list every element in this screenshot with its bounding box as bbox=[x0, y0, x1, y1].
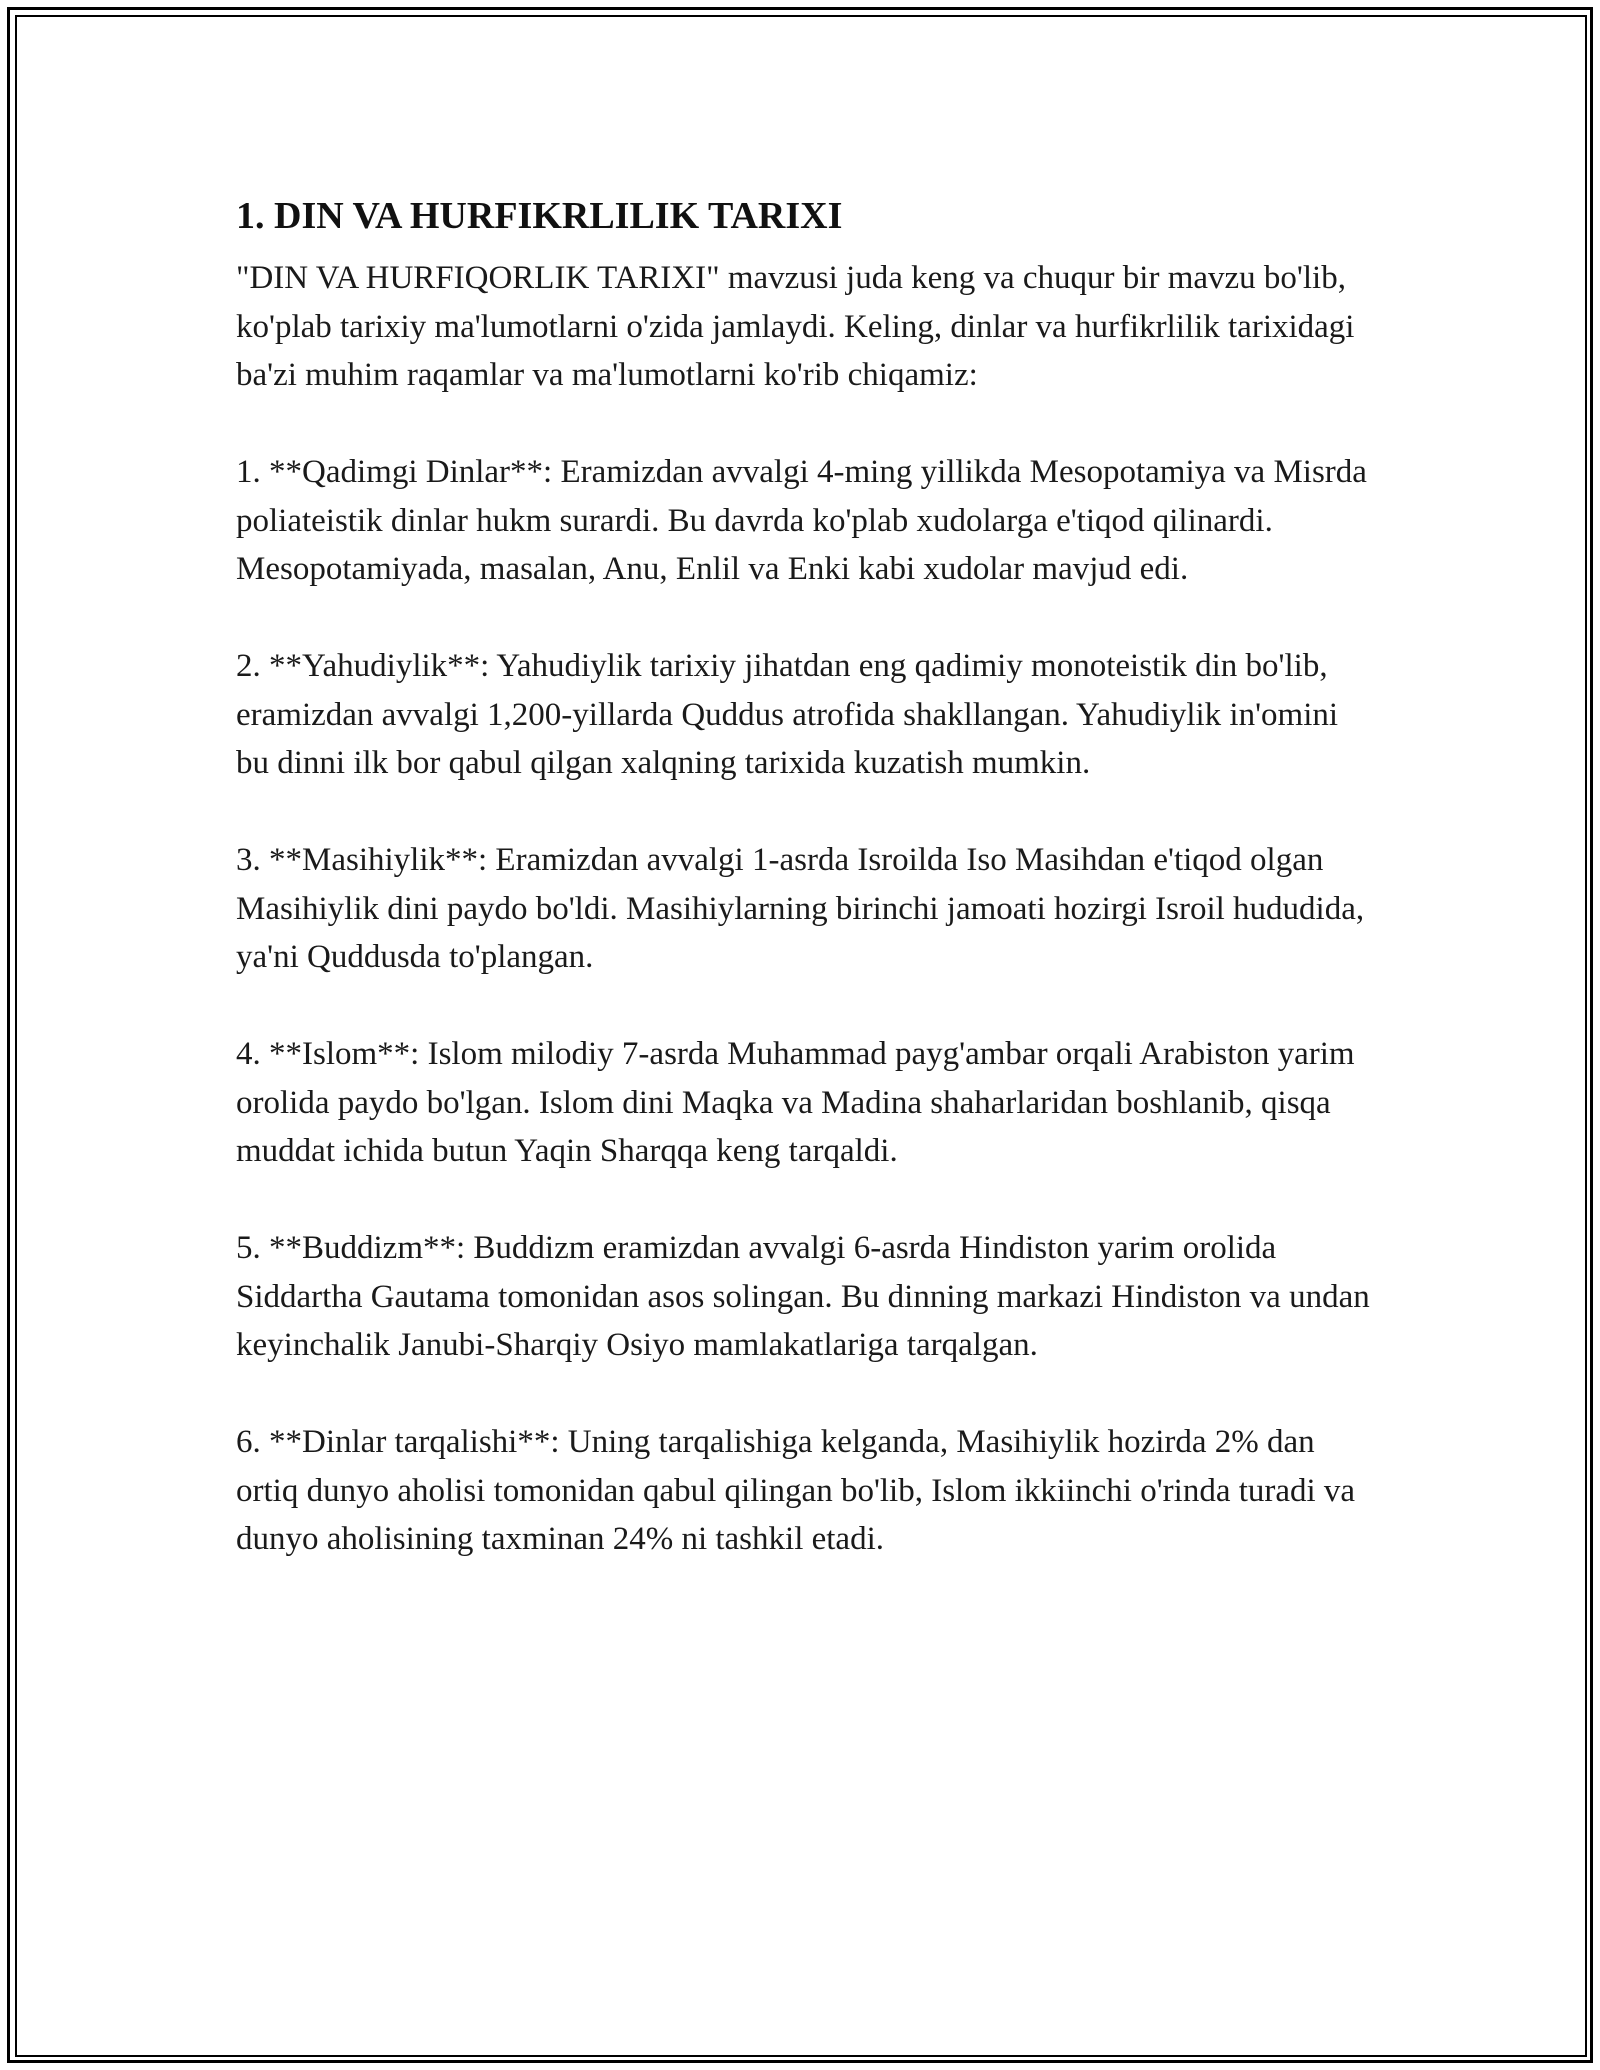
intro-paragraph: "DIN VA HURFIQORLIK TARIXI" mavzusi juda keng va chuqur bir mavzu bo'lib, ko'plab tarixiy ma'lumotlarni o'zida jamlaydi. Keling, dinlar va hurfikrlilik tarixidagi ba'zi muhim raqamlar va ma'lumotlarni ko'rib chiqamiz: bbox=[236, 260, 1355, 393]
item-judaism: 2. **Yahudiylik**: Yahudiylik tarixiy jihatdan eng qadimiy monoteistik din bo'lib, eramizdan avvalgi 1,200-yillarda Quddus atrofida shakllangan. Yahudiylik in'omini bu dinni ilk bor qabul qilgan xalqning tarixida kuzatish mumkin. bbox=[236, 648, 1339, 781]
document-title: 1. DIN VA HURFIKRLILIK TARIXI bbox=[236, 195, 843, 237]
item-spread-of-religions: 6. **Dinlar tarqalishi**: Uning tarqalishiga kelganda, Masihiylik hozirda 2% dan ortiq dunyo aholisi tomonidan qabul qilingan bo'lib, Islom ikkiinchi o'rinda turadi va dunyo aholisining taxminan 24% ni tashkil etadi. bbox=[236, 1424, 1356, 1557]
item-christianity: 3. **Masihiylik**: Eramizdan avvalgi 1-asrda Isroilda Iso Masihdan e'tiqod olgan Masihiylik dini paydo bo'ldi. Masihiylarning birinchi jamoati hozirgi Isroil hududida, ya'ni Quddusda to'plangan. bbox=[236, 842, 1365, 975]
item-islam: 4. **Islom**: Islom milodiy 7-asrda Muhammad payg'ambar orqali Arabiston yarim orolida paydo bo'lgan. Islom dini Maqka va Madina shaharlaridan boshlanib, qisqa muddat ichida butun Yaqin Sharqqa keng tarqaldi. bbox=[236, 1036, 1355, 1169]
document-body bbox=[236, 186, 1376, 1612]
item-buddhism: 5. **Buddizm**: Buddizm eramizdan avvalgi 6-asrda Hindiston yarim orolida Siddartha Gautama tomonidan asos solingan. Bu dinning markazi Hindiston va undan keyinchalik Janubi-Sharqiy Osiyo mamlakatlariga tarqalgan. bbox=[236, 1230, 1370, 1363]
item-ancient-religions: 1. **Qadimgi Dinlar**: Eramizdan avvalgi 4-ming yillikda Mesopotamiya va Misrda poliateistik dinlar hukm surardi. Bu davrda ko'plab xudolarga e'tiqod qilinardi. Mesopotamiyada, masalan, Anu, Enlil va Enki kabi xudolar mavjud edi. bbox=[236, 454, 1367, 587]
